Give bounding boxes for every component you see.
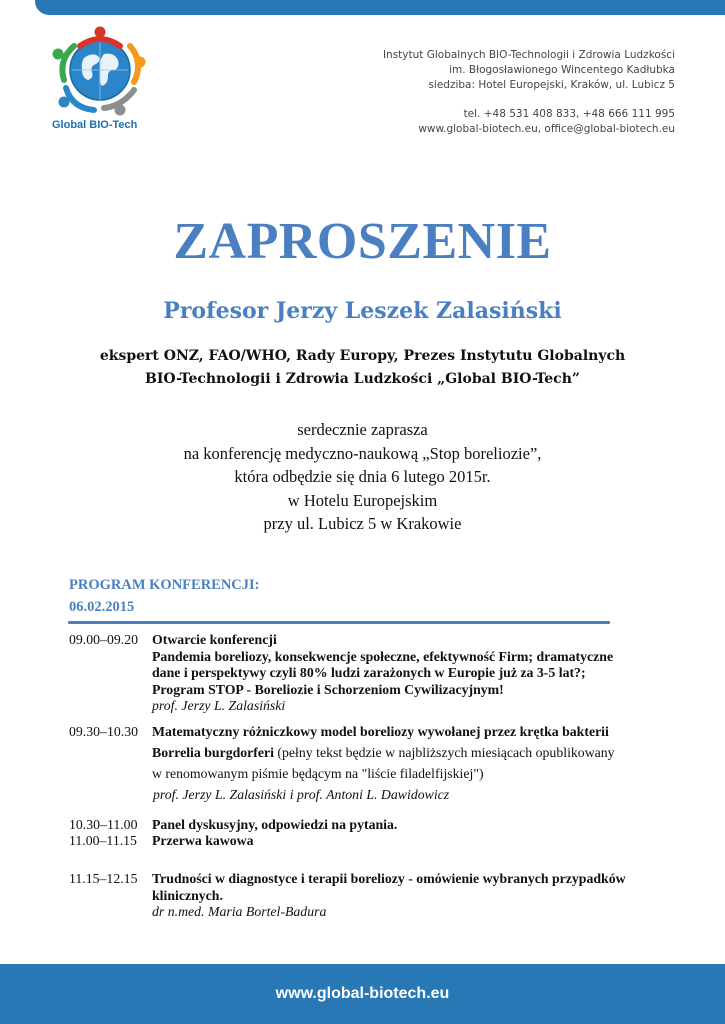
program-item-title-cont: Borrelia burgdorferi — [152, 745, 274, 760]
program-heading-block — [69, 574, 260, 618]
document-title: ZAPROSZENIE — [173, 213, 552, 270]
program-item-time: 10.30–11.00 — [69, 817, 138, 832]
logo-wordmark: Global BIO-Tech — [52, 119, 138, 131]
program-divider — [68, 621, 610, 624]
program-item-title: Trudności w diagnostyce i terapii boreliozy - omówienie wybranych przypadków — [152, 871, 626, 886]
program-item-title: Panel dyskusyjny, odpowiedzi na pytania. — [152, 817, 398, 832]
program-item-time: 11.15–12.15 — [69, 871, 138, 886]
program-item-body — [152, 817, 659, 834]
program-item-time: 11.00–11.15 — [69, 833, 137, 848]
program-item-detail: Pandemia boreliozy, konsekwencje społeczne, efektywność Firm; dramatyczne — [152, 648, 614, 664]
global-biotech-logo — [50, 24, 150, 116]
host-credentials — [0, 345, 725, 391]
top-decorative-band — [35, 0, 725, 15]
institute-phone: tel. +48 531 408 833, +48 666 111 995 — [463, 108, 675, 120]
program-item-body — [152, 833, 659, 850]
credentials-line: BIO-Technologii i Zdrowia Ludzkości „Global BIO-Tech” — [145, 371, 580, 387]
program-item-detail: dane i perspektywy czyli 80% ludzi zarażonych w Europie już za 3-5 lat?; — [152, 665, 586, 680]
institute-name: Instytut Globalnych BIO-Technologii i Zdrowia Ludzkości — [382, 49, 675, 61]
invitation-line: przy ul. Lubicz 5 w Krakowie — [263, 514, 462, 533]
program-item-body — [152, 721, 659, 805]
program-item-detail: Program STOP - Boreliozie i Schorzeniom Cywilizacyjnym! — [152, 681, 504, 697]
program-item-body — [152, 632, 659, 715]
program-item-title: Przerwa kawowa — [152, 833, 254, 848]
invitation-text — [0, 418, 725, 536]
program-item-note: (pełny tekst będzie w najbliższych miesiącach opublikowany — [273, 745, 615, 760]
program-item-time: 09.00–09.20 — [69, 632, 138, 647]
program-item-title: Matematyczny różniczkowy model boreliozy wywołanej przez krętka bakterii — [152, 724, 609, 739]
credentials-line: ekspert ONZ, FAO/WHO, Rady Europy, Prezes Instytutu Globalnych — [99, 348, 626, 364]
program-item-speaker: prof. Jerzy L. Zalasiński i prof. Antoni L. Dawidowicz — [153, 787, 450, 802]
program-item-speaker: dr n.med. Maria Bortel-Badura — [152, 904, 327, 919]
institute-address: siedziba: Hotel Europejski, Kraków, ul. Lubicz 5 — [428, 79, 675, 91]
program-item-title-cont: klinicznych. — [152, 887, 223, 903]
program-item-note: w renomowanym piśmie będącym na "liście filadelfijskiej") — [152, 766, 484, 781]
institute-patron: im. Błogosławionego Wincentego Kadłubka — [449, 64, 675, 76]
program-item-title: Otwarcie konferencji — [152, 632, 277, 647]
footer-website-link[interactable]: www.global-biotech.eu — [275, 985, 450, 1002]
institute-contact-block — [383, 48, 675, 137]
program-item-time: 09.30–10.30 — [69, 724, 138, 739]
program-item-body — [152, 871, 659, 921]
program-item-speaker: prof. Jerzy L. Zalasiński — [152, 698, 286, 713]
invitation-line: w Hotelu Europejskim — [287, 490, 438, 510]
host-name: Profesor Jerzy Leszek Zalasiński — [163, 298, 562, 324]
invitation-line: serdecznie zaprasza — [297, 420, 428, 439]
invitation-line: która odbędzie się dnia 6 lutego 2015r. — [234, 467, 491, 486]
program-heading: PROGRAM KONFERENCJI: — [69, 577, 260, 593]
invitation-line: na konferencję medyczno-naukową „Stop boreliozie”, — [183, 443, 542, 463]
program-date: 06.02.2015 — [69, 599, 135, 615]
institute-web-email: www.global-biotech.eu, office@global-biotech.eu — [418, 123, 675, 135]
